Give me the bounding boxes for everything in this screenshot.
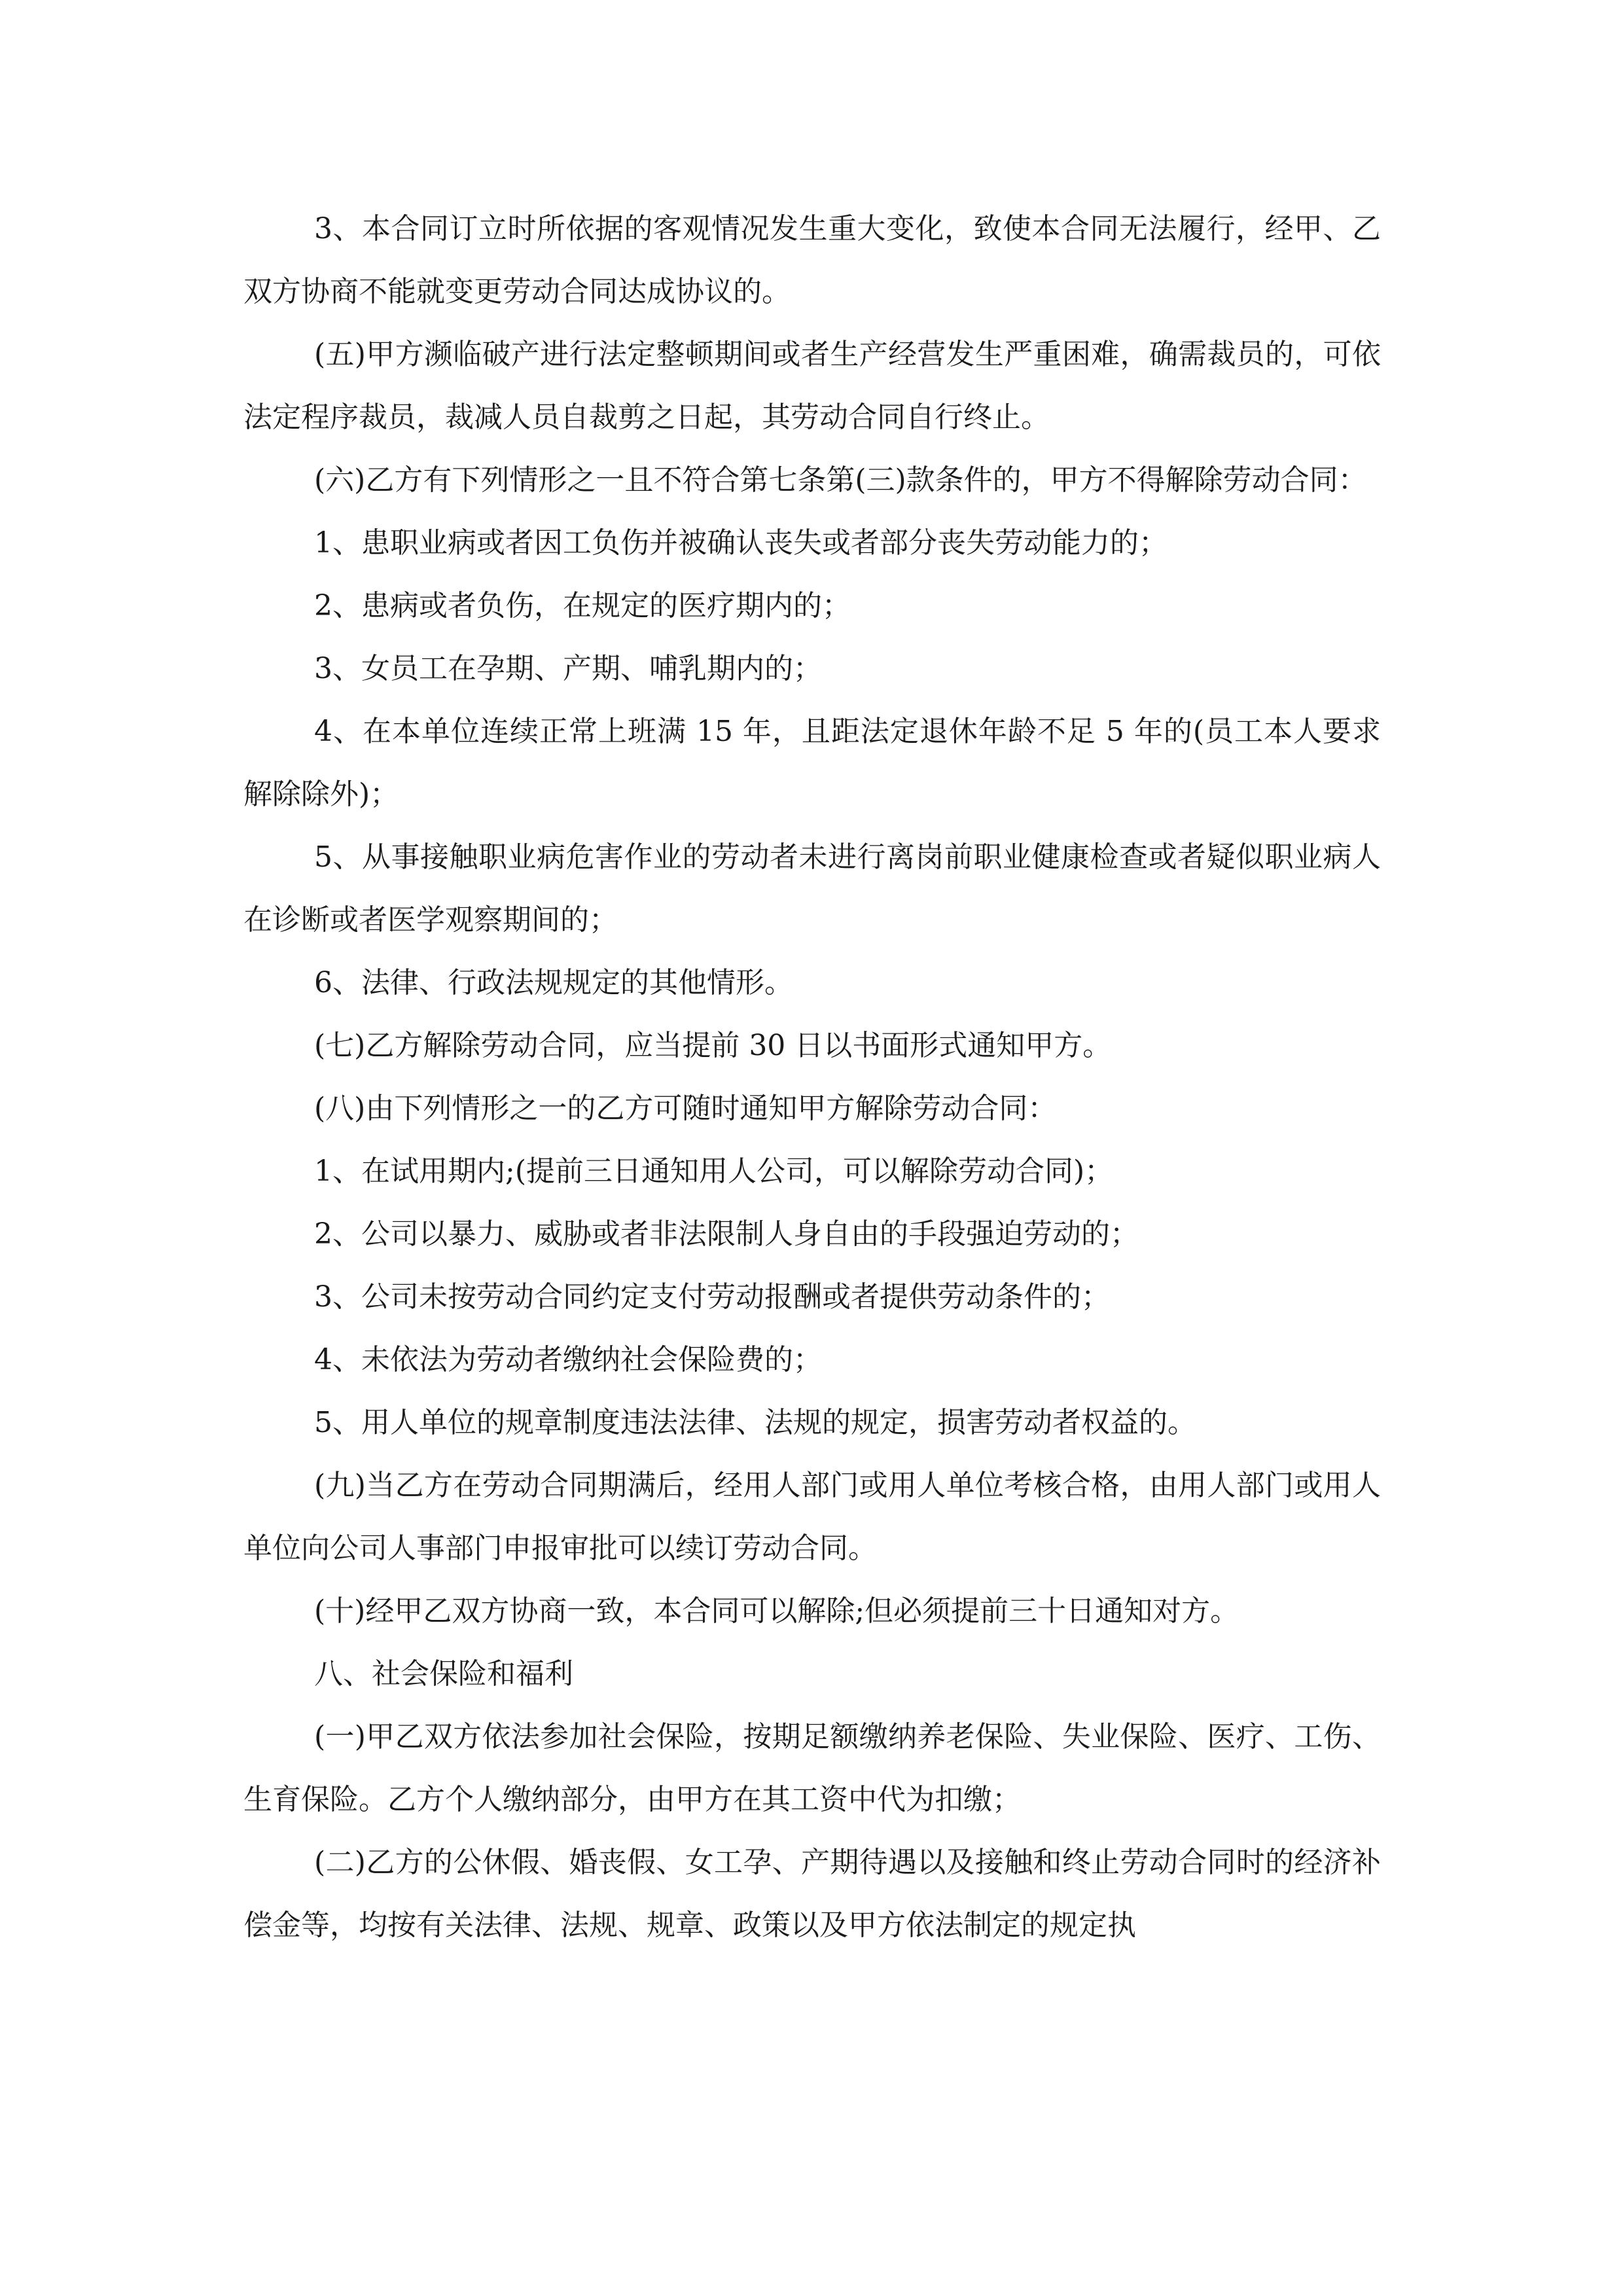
list-item: 4、未依法为劳动者缴纳社会保险费的； — [314, 1343, 822, 1376]
section-heading: 八、社会保险和福利 — [314, 1657, 573, 1691]
list-item: 1、在试用期内;(提前三日通知用人公司，可以解除劳动合同)； — [314, 1155, 1114, 1188]
list-item: 3、公司未按劳动合同约定支付劳动报酬或者提供劳动条件的； — [314, 1280, 1110, 1314]
list-item: 5、用人单位的规章制度违法法律、法规的规定，损害劳动者权益的。 — [314, 1406, 1196, 1439]
paragraph-clause-9-renewal: (九)当乙方在劳动合同期满后，经用人部门或用人单位考核合格，由用人部门或用人单位向公司人事部门申报审批可以续订劳动合同。 — [243, 1469, 1381, 1565]
paragraph-clause-5-layoff: (五)甲方濒临破产进行法定整顿期间或者生产经营发生严重困难，确需裁员的，可依法定程序裁员，裁减人员自裁剪之日起，其劳动合同自行终止。 — [243, 338, 1381, 434]
paragraph-clause-8-immediate: (八)由下列情形之一的乙方可随时通知甲方解除劳动合同： — [314, 1092, 1057, 1125]
list-item: 6、法律、行政法规规定的其他情形。 — [314, 966, 793, 999]
paragraph-clause-3-change: 3、本合同订立时所依据的客观情况发生重大变化，致使本合同无法履行，经甲、乙双方协商不能就变更劳动合同达成协议的。 — [243, 212, 1381, 308]
paragraph-clause-6-no-dismissal: (六)乙方有下列情形之一且不符合第七条第(三)款条件的，甲方不得解除劳动合同： — [314, 463, 1367, 497]
paragraph-clause-10-mutual: (十)经甲乙双方协商一致，本合同可以解除;但必须提前三十日通知对方。 — [314, 1594, 1240, 1628]
document-body — [243, 198, 1381, 1957]
paragraph-clause-7-notice: (七)乙方解除劳动合同，应当提前 30 日以书面形式通知甲方。 — [314, 1029, 1112, 1062]
list-item: 1、患职业病或者因工负伤并被确认丧失或者部分丧失劳动能力的； — [314, 526, 1168, 560]
list-item: 2、公司以暴力、威胁或者非法限制人身自由的手段强迫劳动的； — [314, 1217, 1139, 1251]
paragraph-insurance-2: (二)乙方的公休假、婚丧假、女工孕、产期待遇以及接触和终止劳动合同时的经济补偿金等，均按有关法律、法规、规章、政策以及甲方依法制定的规定执 — [243, 1846, 1381, 1942]
list-item: 3、女员工在孕期、产期、哺乳期内的； — [314, 652, 822, 685]
paragraph-insurance-1: (一)甲乙双方依法参加社会保险，按期足额缴纳养老保险、失业保险、医疗、工伤、生育保险。乙方个人缴纳部分，由甲方在其工资中代为扣缴； — [243, 1720, 1381, 1816]
list-item: 4、在本单位连续正常上班满 15 年，且距法定退休年龄不足 5 年的(员工本人要求解除除外)； — [243, 715, 1381, 811]
list-item: 2、患病或者负伤，在规定的医疗期内的； — [314, 589, 851, 622]
list-item: 5、从事接触职业病危害作业的劳动者未进行离岗前职业健康检查或者疑似职业病人在诊断或者医学观察期间的； — [243, 840, 1381, 937]
